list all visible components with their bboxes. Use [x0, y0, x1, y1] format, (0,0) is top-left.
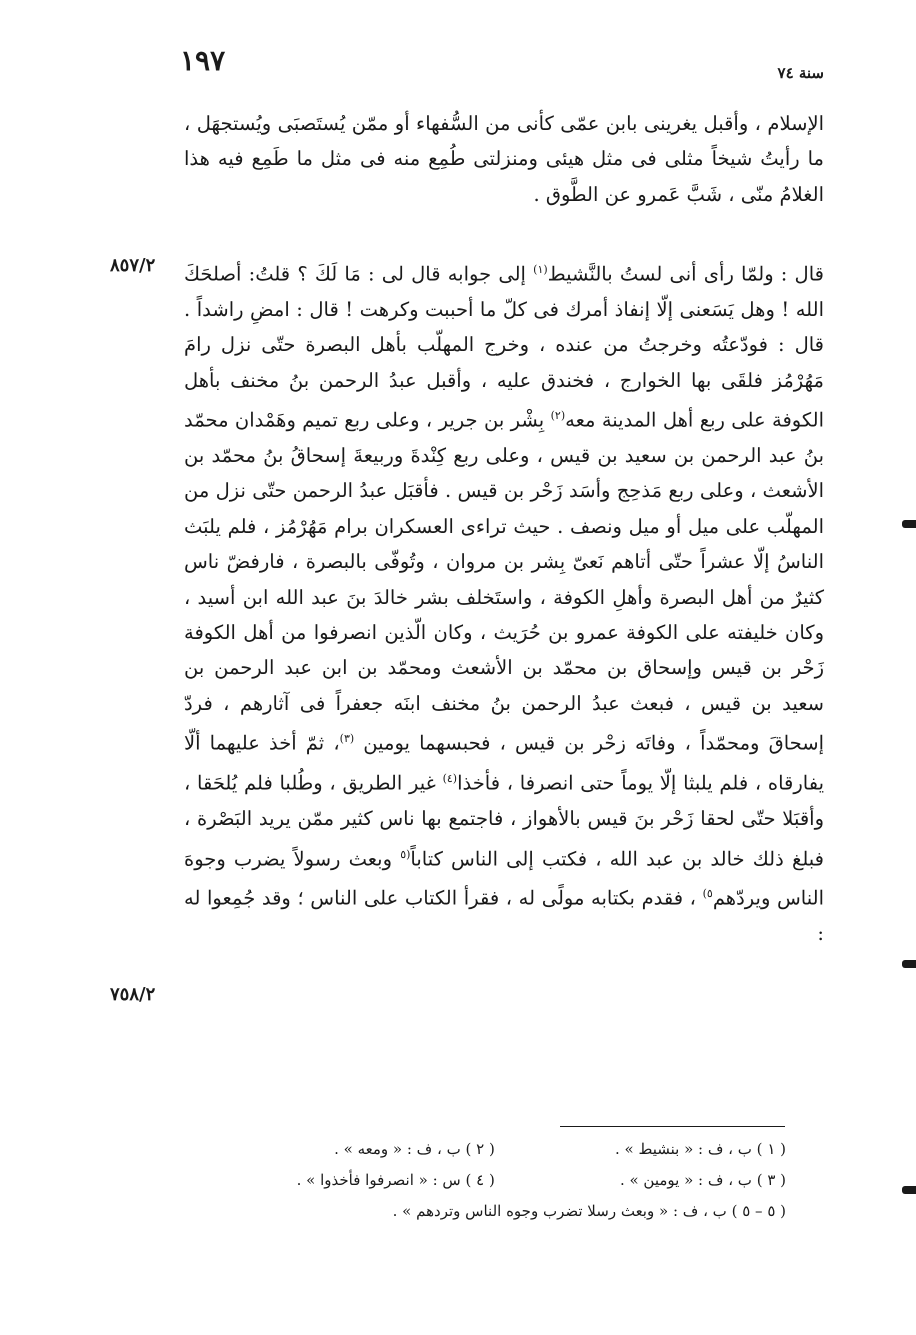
footnote-marker-3: (٣) [339, 732, 355, 746]
footnote-5: ( ٥ – ٥ ) ب ، ف : « وبعث رسلا تضرب وجوه الناس وتردهم » . [392, 1202, 786, 1220]
paragraph-2-part-d: ، ثمّ أخذ عليهما ألّا يفارقاه ، فلم يلبثا إلّا يوماً حتى انصرفا ، فأخذا [184, 731, 825, 795]
footnotes [226, 1134, 786, 1227]
paragraph-2-part-a: قال : ولمّا رأى أنى لستُ بالنَّشيط [547, 262, 824, 286]
footnote-marker-4: (٤) [442, 772, 458, 786]
paragraph-2-part-g: ، فقدم بكتابه مولًى له ، فقرأ الكتاب على الناس ؛ وقد جُمِعوا له : [184, 886, 824, 946]
footnote-marker-1: (١) [533, 263, 548, 276]
margin-reference-1: ٨٥٧/٢ [110, 255, 156, 276]
edge-mark [902, 520, 916, 528]
paragraph-2-part-e: غير الطريق ، وطُلبا فلم يُلحَقا ، وأقبَلا حتّى لحقا زَحْر بنَ قيس بالأهواز ، فاجتمع بها ناس كثير ممّن يريد البَصْرة ، فبلغ ذلك خالد بن عبد الله ، فكتب إلى الناس كتاباً [184, 771, 824, 870]
footnote-marker-5-close: ٥) [702, 887, 713, 901]
paragraph-2 [184, 252, 824, 952]
footnote-4: ( ٤ ) س : « انصرفوا فأخذوا » . [296, 1171, 495, 1189]
footnote-row [226, 1134, 786, 1165]
footnote-rule [560, 1126, 785, 1127]
footnote-row [226, 1165, 786, 1196]
edge-mark [902, 1186, 916, 1194]
footnote-marker-2: (٢) [550, 409, 566, 423]
page-number: ١٩٧ [180, 44, 226, 77]
year-header: سنة ٧٤ [777, 64, 824, 82]
edge-mark [902, 960, 916, 968]
footnote-marker-5-open: (٥ [400, 847, 411, 861]
footnote-2: ( ٢ ) ب ، ف : « ومعه » . [334, 1140, 495, 1158]
paragraph-2-part-c: بِشْر بن جرير ، وعلى ربع تميم وهَمْدان محمّد بنُ عبد الرحمن بن سعيد بن قيس ، وعلى ربع كِنْدةَ وربيعةَ إسحاقُ بنُ محمّد بن الأشعث ، وعلى ربع مَذحِج وأسَد زَحْر بن قيس . فأقبَل عبدُ الرحمن حتّى نزل من المهلّب على ميل أو ميل ونصف . حيث تراءى العسكران برام مَهُرْمُز ، فلم يلبَث الناسُ إلّا عشراً حتّى أتاهم نَعىّ بِشر بن مروان ، وتُوفّى بالبصرة ، فارفضّ ناس كثيرٌ من أهل البصرة وأهلِ الكوفة ، واستَخلف بشر خالدَ بنَ عبد الله ابن أسيد ، وكان خليفته على الكوفة عمرو بن حُرَيث ، وكان الّذين انصرفوا من أهل الكوفة زَحْر بن قيس وإسحاق بن محمّد بن الأشعث ومحمّد بن ابن عبد الرحمن بن سعيد بن قيس ، فبعث عبدُ الرحمن بنُ مخنف ابنَه جعفراً فى آثارهم ، فردّ إسحاقَ ومحمّداً ، وفاتَه زحْر بن قيس ، فحبسهما يومين [184, 408, 825, 755]
margin-reference-2: ٧٥٨/٢ [110, 984, 156, 1005]
footnote-1: ( ١ ) ب ، ف : « بنشيط » . [615, 1140, 786, 1158]
paragraph-2-part-f: وبعث رسولاً يضرب وجوهَ الناس ويردّهم [184, 847, 824, 910]
paragraph-2-part-b: إلى جوابه قال لى : مَا لَكَ ؟ قلتُ: أصلحَكَ الله ! وهل يَسَعنى إلّا إنفاذ أمرك فى كلّ ما أحببت وكرهت ! قال : امضِ راشداً . قال : فودّعتُه وخرجتُ من عنده ، وخرج المهلّب بأهل البصرة حتّى نزل رامَ مَهُرْمُز فلقَى بها الخوارج ، فخندق عليه ، وأقبل عبدُ الرحمن بنُ مخنف بأهل الكوفة على ربع أهل المدينة معه [184, 262, 824, 432]
footnote-3: ( ٣ ) ب ، ف : « يومين » . [619, 1171, 786, 1189]
paragraph-1: الإسلام ، وأقبل يغرينى بابن عمّى كأنى من السُّفهاء أو ممّن يُستَصبَى ويُستجهَل ، ما رأيتُ شيخاً مثلى فى مثل هيئى ومنزلتى طُمِع منه فى مثل ما طَمِع فيه هذا الغلامُ منّى ، شَبَّ عَمرو عن الطَّوق . [184, 112, 824, 206]
